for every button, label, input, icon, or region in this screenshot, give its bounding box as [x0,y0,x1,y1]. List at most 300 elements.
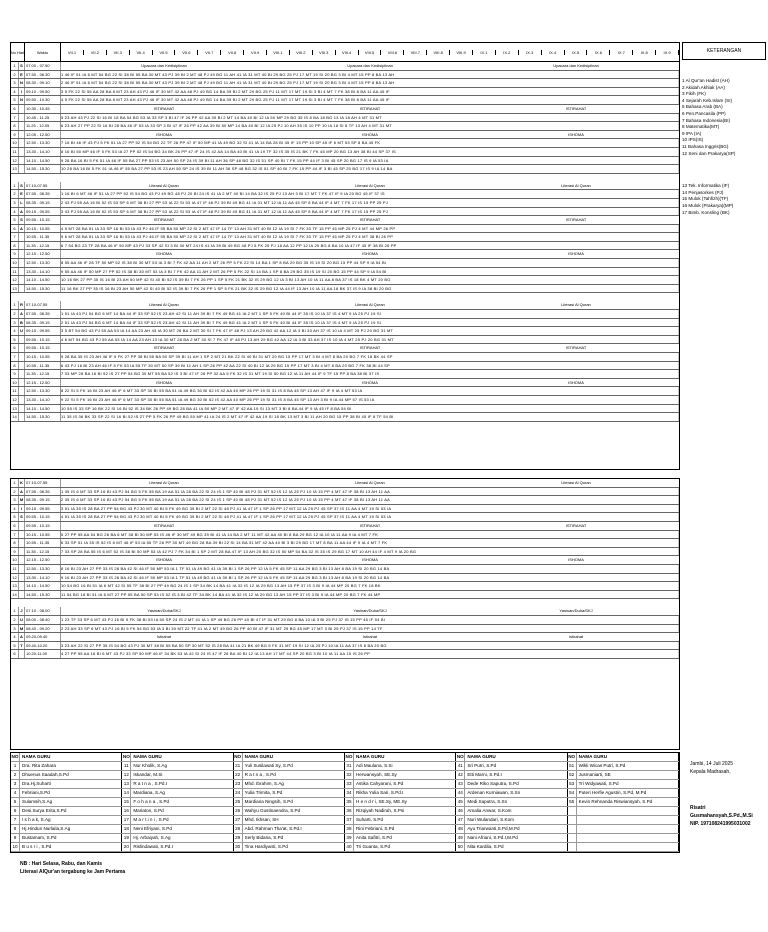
teacher-name: Mhd. Ibrahim, S.Ag [244,781,284,786]
teacher-name: Kevin Rehnanda Riswiansyah, S.Pd [578,799,653,804]
row-cells [61,565,679,573]
schedule-row [11,413,679,422]
row-cells [61,157,679,165]
keterangan-item: 7 Bahasa Indonesia(BI) [682,117,731,123]
row-waktu: 12.15 - 12.50 [25,556,61,564]
teacher-cell [456,834,567,842]
row-no: 6 [11,650,19,658]
teacher-cell [456,816,567,824]
teacher-no: 14 [122,789,131,797]
teacher-cell [345,834,456,842]
row-cells [61,379,679,387]
schedule-row [11,353,679,362]
schedule-row [11,370,679,379]
teacher-name [577,843,678,851]
row-cell-text: 10 16 BK 27 PP 35 IS 16 BI 23 AH 50 MP 42 SI 40 BI 52 IS 39 BI 7 FK 26 PP 1 SP 5 FK 21 BK 32 IS 29 BG 12 IA 3 BI 13 AH 10 IA 11 AA 8 BA 37 IS 18 BK 4 MT 20 BG [61,276,679,284]
teacher-cell [122,798,233,806]
teacher-head-name: NAMA GURU [22,754,51,759]
schedule-row [11,114,679,123]
row-banner: Literasi Al Quran [355,480,385,485]
teacher-name: Ayu Triarwanti,S.Pd,M.Pd [467,826,520,831]
teacher-name: Bustamam, S.Pd [22,835,57,840]
teacher-head-no: NO [122,754,130,759]
teacher-head-row [11,753,679,762]
row-no: 7 [11,114,19,122]
row-no: 4 [11,208,19,216]
teacher-cell [456,807,567,815]
row-cell-text: 8 22 SI 5 FK 16 BI 23 AH 46 IF 6 MT 33 SP 30 BI 55 BA 51 IA 49 BG 30 BI 52 IS 42 AA 40 MP 26 PP 19 SI 31 IS 8 BA 45 SP 13 AH 47 IF 9 IA 4 MT 53 IA [61,387,679,395]
row-cell-text: 10 28 BA 16 BI 5 FK 51 IA 46 IF 55 BA 27 PP 53 IS 23 AH 50 SP 24 IS 39 BI 11 AH 36 SP 48 BG 32 IS 51 SP 40 BI 7 FK 15 PP 44 IF 3 BI 45 SP 20 BG 17 IS 9 IA 14 BA [61,165,679,173]
teacher-row [11,843,679,852]
schedule-row [11,190,679,199]
row-no: 2 [11,190,19,198]
row-cells [61,496,679,504]
header-class-26: IX.9 [656,50,679,55]
schedule-row [11,505,679,514]
row-waktu: 07.55 - 08.35 [25,488,61,496]
row-hari: A [19,488,25,496]
schedule-row [11,556,679,565]
teacher-name: Mariaton, S.Pd [133,808,164,813]
teacher-name: Serly Bidaria, S.Pd [244,835,284,840]
header-class-17: VIII.9 [450,50,473,55]
teacher-no: 1 [11,762,20,770]
teacher-head-col [345,753,456,761]
teacher-cell [456,843,567,851]
schedule-row [11,539,679,548]
teacher-no: 18 [122,825,131,833]
teacher-cell [568,762,679,770]
teacher-name: R a t n a , S.Pd.I [133,781,168,786]
row-hari: S [19,62,25,70]
row-waktu: 07.10-07.55 [25,479,61,487]
teacher-no: 31 [345,762,354,770]
row-banner: ISHOMA [568,251,584,257]
teacher-no: 8 [11,825,20,833]
teacher-cell [345,816,456,824]
row-banner: Istirahat [568,634,584,640]
teacher-row [11,834,679,843]
row-banner: ISTIRAHAT [153,522,175,528]
row-waktu: 10.55 - 11.35 [25,362,61,370]
teacher-no: 42 [456,771,465,779]
schedule-row [11,165,679,174]
row-waktu: 14.10 - 14.50 [25,276,61,284]
header-class-12: VIII.4 [336,50,359,55]
teacher-name: Mhd. Ikhsan, SH [244,817,279,822]
teacher-name [577,834,678,842]
teacher-no [568,807,577,815]
header-class-25: IX.8 [633,50,656,55]
row-banner: Literasi Al Quran [149,302,179,308]
row-cell-text: 9 16 BI 23 AH 27 PP 33 IS 28 BA 42 SI 46 IF 50 MP 53 IA 1 TF 51 IA 49 BG 41 IA 39 BI 1 SP 26 PP 12 IA 5 FK 45 SP 11 AA 29 BG 3 BI 13 AH 8 BA 19 SI 20 BG 14 BA [61,574,679,582]
row-banner: Literasi Al Quran [561,480,591,485]
row-no: 3 [11,319,19,327]
row-banner: ISTIRAHAT [153,217,175,223]
header-class-8: VII.9 [244,50,267,55]
row-no: 1 [11,62,19,70]
row-banner: ISHOMA [568,557,584,563]
row-cells [61,62,679,70]
teacher-no: 6 [11,807,20,815]
row-cells [61,574,679,582]
row-no: 1 [11,182,19,190]
schedule-row [11,182,679,191]
block-gap [11,293,679,301]
row-no: 1 [11,301,19,309]
row-cell-text: 11 35 IS 36 BK 33 SP 22 SI 16 BI 52 IS 27 PP 5 FK 26 PP 49 BG 50 MP 41 IA 24 IS 2 MT 47 IF 42 AA 19 SI 18 BK 13 MT 3 BI 11 AH 20 BG 15 PP 38 BI 45 IF 8 TF 54 BI [61,413,679,421]
row-cells [61,327,679,335]
row-no: 6 [11,225,19,233]
row-no: 14 [11,591,19,599]
row-waktu: 12.15 - 12.50 [25,379,61,387]
teacher-row [11,807,679,816]
row-cells [61,513,679,521]
schedule-row [11,379,679,388]
schedule-grid-lower [10,478,680,750]
teacher-no: 34 [345,789,354,797]
teacher-name: Dra.Hj.Suharti [22,781,51,786]
teacher-cell [122,762,233,770]
row-no: 1 [11,607,19,615]
row-cell-text: 6 7 54 BG 23 TF 28 BA 46 IF 50 MP 43 PJ 33 SP 42 SI 3 BI 30 MT 24 IS 41 IA 39 BI 49 BG 48 PJ 5 FK 25 PJ 18 AA 12 PP 12 IA 29 BG 8 BA 10 IA 47 IF 45 IF 38 BI 26 PP [61,242,679,250]
teacher-no: 22 [234,771,243,779]
teacher-name: Desi.Surya Erita,S.Pd [22,808,67,813]
row-waktu: 12.50 - 13.30 [25,565,61,573]
row-waktu: 12.15 - 12.50 [25,250,61,258]
header-class-10: VIII.2 [290,50,313,55]
schedule-row [11,633,679,642]
schedule-row [11,582,679,591]
keterangan-item: 9 IPA (IA) [682,130,702,136]
row-no: 4 [11,505,19,513]
teacher-no: 37 [345,816,354,824]
row-cells [61,616,679,624]
teacher-head-no: NO [11,754,19,759]
row-waktu: 10.45 - 11.25 [25,114,61,122]
teacher-row [11,825,679,834]
header-class-4: VII.5 [153,50,176,55]
row-cell-text: 5 27 PP 55 AA 54 BG 28 BA 6 MT 38 BI 50 MP 53 IS 46 IF 30 MT 49 BG 39 BI 41 IA 14 BA 2 MT 11 MT 42 AA 40 BI 8 BA 29 BG 12 IA 10 IA 11 AA 9 IA 4 MT 7 FK [61,531,679,539]
row-no: 5 [11,336,19,344]
teacher-cell [234,798,345,806]
schedule-row [11,650,679,659]
teacher-cell [122,771,233,779]
teacher-name: Iskandar, M.Si [133,772,163,777]
teacher-head-col [456,753,567,761]
schedule-row [11,319,679,328]
row-no: 12 [11,276,19,284]
teacher-name: Wahyu Gustinaendra, S.Pd [244,808,301,813]
row-hari: A [19,208,25,216]
teacher-cell [345,789,456,797]
teacher-name: Tri Widyawati, S.Pd [578,781,619,786]
teacher-cell [11,834,122,842]
teacher-name: Suharti, S.Pd [355,817,384,822]
row-waktu: 10.20-11.00 [25,650,61,658]
teacher-cell [456,789,567,797]
row-banner: ISHOMA [362,251,378,257]
row-waktu: 13.30 - 14.10 [25,396,61,404]
header-class-14: VIII.6 [381,50,404,55]
header-class-24: IX.7 [610,50,633,55]
keterangan-item: 10 IPS(IS) [682,137,704,143]
teacher-cell [456,798,567,806]
row-waktu: 09.20-09.40 [25,633,61,641]
row-banner: ISTIRAHAT [565,345,587,351]
teacher-name: Ardenan Kurniawan, S.Sn [467,790,521,795]
block-gap [11,422,679,430]
keterangan-item: 11 Bahasa Inggris(BG) [682,143,729,149]
grid-body-lower [11,479,679,667]
schedule-row [11,591,679,600]
teacher-cell [456,780,567,788]
row-cells [61,362,679,370]
sign-name: Risatri Gusmahansyah,S.Pd.,M.Si [690,805,753,819]
row-cell-text: 11 54 BG 16 BI 51 IA 6 MT 27 PP 55 BA 50 SP 53 IS 52 IS 3 BI 42 TF 34 BK 14 BA 41 IA 32 IS 12 IA 29 BG 13 AH 15 PP 37 IS 3 BI 9 IA 44 MP 20 BG 7 FK 44 MP [61,591,679,599]
teacher-no: 11 [122,762,131,770]
row-no: 7 [11,353,19,361]
keterangan-item: 16 Mulok (Prakarya)(MP) [682,202,734,208]
row-no: 4 [11,88,19,96]
teacher-cell [122,825,233,833]
schedule-row [11,344,679,353]
row-no: 4 [11,633,19,641]
teacher-cell [11,807,122,815]
row-cells [61,301,679,309]
note-nb: NB : Hari Selasa, Rabu, dan Kamis [20,861,102,867]
schedule-row [11,79,679,88]
teacher-name: Nuri Wulandari, S.Kom [467,817,514,822]
row-waktu: 09.55 - 10.15 [25,522,61,530]
teacher-no: 19 [122,834,131,842]
row-cells [61,319,679,327]
row-no: 7 [11,233,19,241]
teacher-cell [234,780,345,788]
row-hari: E [19,190,25,198]
schedule-row [11,88,679,97]
row-no: 3 [11,625,19,633]
teacher-no: 49 [456,834,465,842]
row-cells [61,216,679,224]
teacher-name: Etti Marni, S.Pd.I [467,772,502,777]
teacher-name: Dhuenus Saadah,S.Pd [22,772,69,777]
row-cells [61,405,679,413]
teacher-name: Abd. Rahman Tha'at, S.Pd.I [244,826,302,831]
row-no: 11 [11,387,19,395]
row-cell-text: 10 55 IS 33 SP 16 BK 22 SI 16 BI 52 IS 34 BK 26 PP 49 BG 28 BA 41 IA 50 MP 2 MT 47 IF 42 AA 19 SI 13 MT 3 BI 8 BA 44 IF 9 IA 45 IF 8 BA 54 BI [61,405,679,413]
row-waktu: 14.50 - 15.30 [25,285,61,293]
row-cells [61,88,679,96]
row-banner: ISHOMA [568,131,584,137]
schedule-row [11,607,679,616]
row-cell-text: 2 51 IA 43 PJ 54 BG 6 MT 14 BA 44 IF 33 SP 52 IS 23 AH 42 SI 11 AH 39 BI 7 FK 49 BG 41 IA 2 MT 1 SP 5 FK 40 BI 44 IF 35 IS 10 IA 37 IS 4 MT 9 IA 25 PJ 19 SI [61,319,679,327]
row-no: 10 [11,379,19,387]
header-no: No Hari [11,43,25,61]
row-no: 13 [11,405,19,413]
row-cell-text: 3 5 BT 54 BG 43 PJ 55 AA 53 IA 14 AA 23 AH 43 IA 30 MT 28 BA 2 MT 30 SI 7 FK 47 IF 48 PJ 13 AH 29 BG 42 AA 12 IA 3 BI 33 AH 37 IS 10 IA 4 MT 25 PJ 20 BG 31 MT [61,327,679,335]
row-cell-text: 8 16 BI 23 AH 27 PP 33 IS 28 BA 42 SI 46 IF 50 MP 53 IA 1 TF 51 IA 49 BG 41 IA 39 BI 1 SP 26 PP 12 IA 5 FK 45 SP 11 AA 29 BG 3 BI 13 AH 8 BA 19 SI 20 BG 14 BA [61,565,679,573]
row-waktu: 09.55 - 10.15 [25,513,61,521]
row-waktu: 10.15 - 10.55 [25,531,61,539]
row-no: 13 [11,582,19,590]
schedule-row [11,208,679,217]
teacher-name: F o h a n a , S.Pd [133,799,170,804]
row-no: 2 [11,71,19,79]
row-no: 9 [11,250,19,258]
teacher-head-name: NAMA GURU [467,754,496,759]
teacher-name: Puteri Herfie Agustin, S.Pd, M.Pd [578,790,647,795]
teacher-name: Rikha Yulia Sari, S.Pd.I [355,790,404,795]
row-no: 6 [11,344,19,352]
schedule-row [11,250,679,259]
row-cells [61,591,679,599]
teacher-cell [11,771,122,779]
row-hari: I [19,505,25,513]
teacher-cell [568,834,679,842]
schedule-row [11,362,679,371]
row-cells [61,396,679,404]
teacher-no: 39 [345,834,354,842]
teacher-no: 26 [234,807,243,815]
teacher-cell [568,780,679,788]
teacher-no: 7 [11,816,20,824]
row-cell-text: 7 16 BI 46 IF 43 PJ 5 FK 51 IA 27 PP 52 IS 54 BG 22 TF 26 PP 47 IF 50 MP 41 IA 49 BG 32 SI 41 IA 14 BA 28 BI 45 IF 15 PP 10 SP 45 IF 6 MT 53 SP 8 BA 45 FK [61,139,679,147]
teacher-name: Nani Afriani, S.Pd.I,M.Pd [467,835,518,840]
row-cell-text: 8 55 AA 46 IF 28 TF 50 MP 52 IS 38 BI 30 MT 53 IA 3 BI 7 FK 42 AA 11 AH 2 MT 26 PP 5 FK 22 SI 14 BA 1 SP 8 BA 29 BG 35 IS 19 SI 20 BG 15 PP 44 SP 9 IA 54 BI [61,259,679,267]
teacher-cell [456,825,567,833]
row-cells [61,625,679,633]
row-hari: J [19,607,25,615]
teacher-name: Sri Putri, S.Pd [467,763,497,768]
teacher-name: Mardiana, S.Ag [133,790,165,795]
row-no: 14 [11,413,19,421]
row-waktu: 11.35 - 12.15 [25,242,61,250]
teacher-name: Wikli Wicas Putri, S.Pd [578,763,626,768]
row-cells [61,131,679,139]
row-cells [61,139,679,147]
row-no: 9 [11,548,19,556]
teacher-no: 30 [234,843,243,851]
teacher-no: 44 [456,789,465,797]
schedule-row [11,285,679,294]
teacher-no: 12 [122,771,131,779]
row-cell-text: 1 23 TF 33 SP 6 MT 43 PJ 16 BI 5 FK 38 BI 53 IA 50 SP 24 IS 2 MT 41 IA 1 SP 49 BG 26 PP 40 BI 47 IF 31 MT 29 BG 8 BA 10 IA 3 BI 25 PJ 37 IS 15 PP 45 IF 54 BI [61,616,679,624]
row-cells [61,582,679,590]
teacher-cell [234,771,345,779]
row-no: 3 [11,496,19,504]
row-hari: N [19,96,25,104]
teacher-cell [122,816,233,824]
schedule-row [11,276,679,285]
row-no: 8 [11,242,19,250]
row-cells [61,276,679,284]
teacher-no: 13 [122,780,131,788]
row-no: 10 [11,139,19,147]
row-waktu: 09.10 - 09.50 [25,88,61,96]
row-hari: L [19,199,25,207]
teacher-name: Adi Maulana, S.Si [355,763,393,768]
schedule-row [11,616,679,625]
schedule-row [11,216,679,225]
teacher-cell [11,798,122,806]
row-hari: M [19,497,24,503]
row-hari: A [19,633,25,641]
schedule-row [11,396,679,405]
row-cell-text: 5 6 MT 28 BA 51 IA 33 SP 16 BI 53 IA 43 PJ 46 IF 55 BA 50 MP 22 SI 2 MT 47 IF 14 TF 13 AH 31 MT 40 BI 12 IA 19 SI 7 FK 33 TF 15 PP 45 MP 25 PJ 4 MT 38 BI 26 PP [61,233,679,241]
row-banner: ISTIRAHAT [359,217,381,223]
row-no: 5 [11,96,19,104]
teacher-no: 9 [11,834,20,842]
row-cell-text: 8 16 BI 50 MP 46 IF 5 FK 53 IA 27 PP 52 IS 54 BG 34 BK 26 PP 47 IF 24 IS 42 AA 14 BA 40 BI 41 IA 19 TF 32 IS 35 IS 21 BK 7 FK 45 MP 20 BG 13 AH 38 BI 44 SP 37 IS [61,148,679,156]
row-banner: Istirahat [156,634,172,640]
teacher-no: 53 [568,780,577,788]
row-banner: ISTIRAHAT [565,522,587,528]
row-cells [61,190,679,198]
row-banner: Upacara dan Kedisiplinan [141,63,187,68]
row-banner: ISTIRAHAT [565,105,587,111]
header-class-16: VIII.8 [427,50,450,55]
row-cells [61,148,679,156]
row-banner: Literasi Al Quran [355,302,385,308]
teacher-cell [345,825,456,833]
row-cells [61,488,679,496]
row-banner: ISHOMA [362,379,378,385]
teacher-no: 52 [568,771,577,779]
signature-block [690,760,766,828]
header-class-9: VIII.1 [267,50,290,55]
row-cells [61,310,679,318]
teacher-name: Yulia Trimita, S.Pd [244,790,283,795]
row-cells [61,233,679,241]
row-no: 9 [11,131,19,139]
teacher-name: Neni Efriyani, S.Pd [133,826,172,831]
row-cells [61,225,679,233]
teacher-cell [345,798,456,806]
row-cells [61,165,679,173]
row-banner: ISHOMA [156,379,172,385]
teacher-cell [456,771,567,779]
teacher-cell [234,789,345,797]
keterangan-item: 3 Fikih (FK) [682,91,706,97]
row-waktu: 09.15 - 09.55 [25,505,61,513]
schedule-row [11,522,679,531]
row-waktu: 10.55 - 11.35 [25,233,61,241]
row-waktu: 14.50 - 15.30 [25,591,61,599]
teacher-name: Rini Febriani, S.Pd [355,826,395,831]
row-cell-text: 7 33 SP 28 BA 55 IS 6 MT 52 IS 38 BI 50 MP 53 IA 42 PJ 7 FK 34 BI 1 SP 2 MT 28 BA 47 IF 13 AH 20 BG 32 IS 50 MP 54 BA 32 IS 35 IS 29 BG 17 MT 10 AH 44 IF 4 MT 9 IA 20 BG [61,548,679,556]
row-waktu: 08.40 - 09.20 [25,625,61,633]
grid-body-upper [11,62,679,430]
row-no: 5 [11,513,19,521]
row-waktu: 08.35 - 09.15 [25,319,61,327]
row-hari: S [19,513,25,521]
row-hari: S [19,182,25,190]
teacher-no: 21 [234,762,243,770]
schedule-row [11,157,679,166]
teacher-name: Amalia Anwar, S.Kom [467,808,512,813]
schedule-row [11,327,679,336]
schedule-row [11,122,679,131]
row-no: 2 [11,488,19,496]
teacher-cell [568,825,679,833]
row-waktu: 13.30 - 14.10 [25,148,61,156]
keterangan-item: 4 Sejarah Keb.Islam (SI) [682,97,733,103]
schedule-row [11,259,679,268]
schedule-row [11,62,679,71]
keterangan-list [682,78,766,216]
header-class-22: IX.5 [565,50,588,55]
